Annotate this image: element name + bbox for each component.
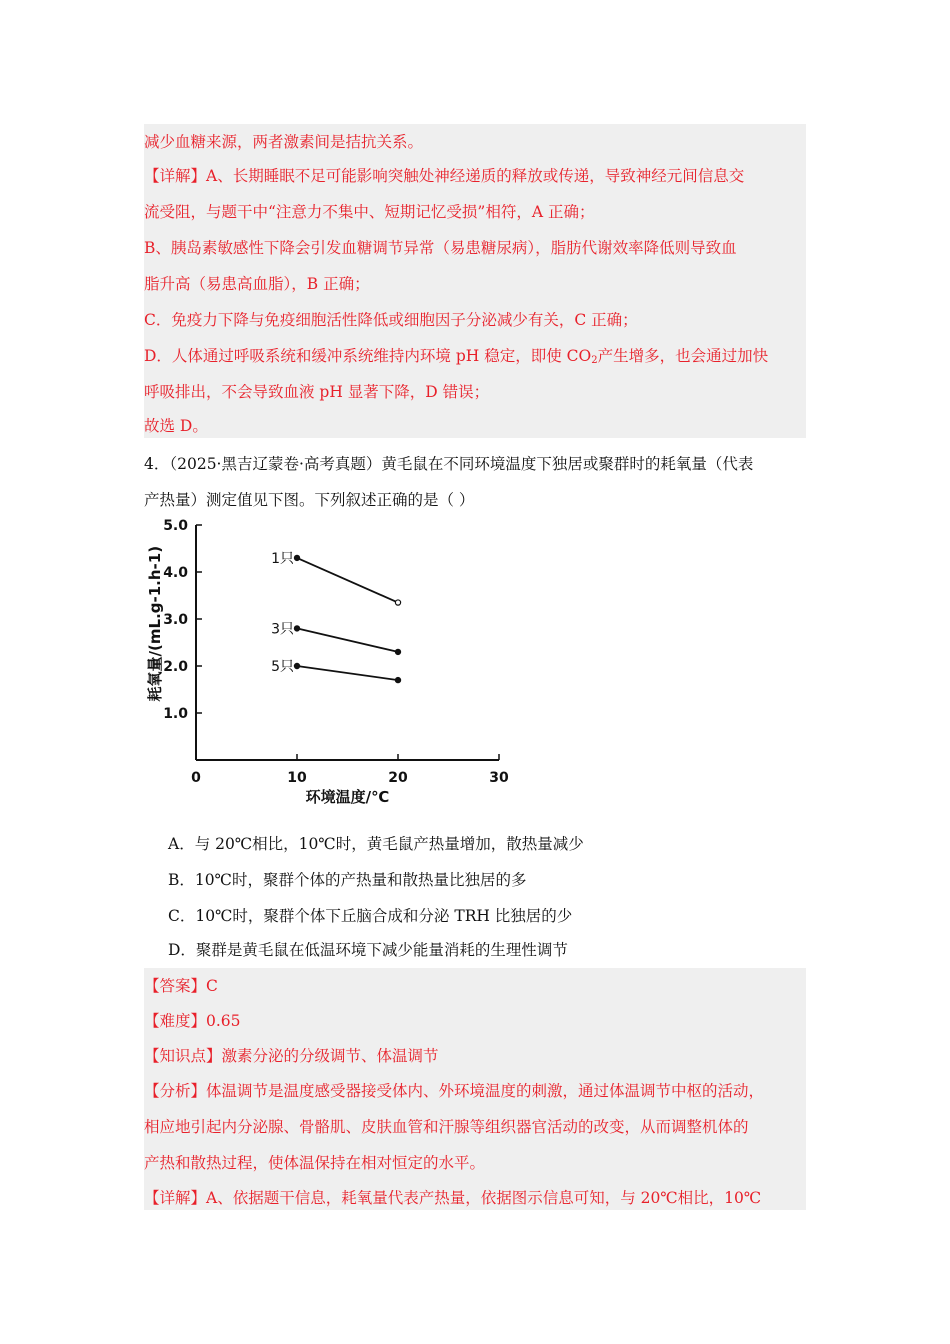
- series-line: [297, 666, 398, 680]
- x-tick-label: 0: [191, 770, 201, 786]
- y-tick-label: 5.0: [163, 518, 188, 534]
- answer-line: B、胰岛素敏感性下降会引发血糖调节异常（易患糖尿病），脂肪代谢效率降低则导致血: [144, 239, 737, 257]
- option-d: D．聚群是黄毛鼠在低温环境下减少能量消耗的生理性调节: [168, 941, 568, 959]
- data-point: [294, 626, 299, 631]
- answer-key: 【答案】C: [144, 977, 218, 995]
- question-line-2: 产热量）测定值见下图。下列叙述正确的是（ ）: [144, 491, 475, 509]
- y-tick-label: 4.0: [163, 565, 188, 581]
- series-line: [297, 628, 398, 652]
- y-tick-label: 2.0: [163, 659, 188, 675]
- y-axis-title: 耗氧量/(mL.g-1.h-1): [146, 545, 164, 702]
- co2-subscript: 2: [591, 355, 598, 366]
- option-c: C．10℃时，聚群个体下丘脑合成和分泌 TRH 比独居的少: [168, 907, 573, 925]
- series-label: 5只: [271, 659, 294, 675]
- difficulty: 【难度】0.65: [144, 1012, 241, 1030]
- series-label: 3只: [271, 621, 294, 638]
- answer-block-2: [144, 968, 806, 1210]
- question-line-1: 4．（2025·黑吉辽蒙卷·高考真题）黄毛鼠在不同环境温度下独居或聚群时的耗氧量（代表: [144, 455, 754, 473]
- series-label: 1只: [271, 550, 294, 567]
- x-tick-label: 10: [287, 770, 307, 786]
- answer-block-1: [144, 124, 806, 438]
- answer-line-d: [144, 344, 768, 366]
- y-tick-label: 1.0: [163, 706, 188, 722]
- data-point: [294, 663, 299, 668]
- x-tick-label: 30: [489, 770, 509, 786]
- data-point: [395, 678, 400, 683]
- answer-line: 呼吸排出，不会导致血液 pH 显著下降，D 错误；: [144, 383, 490, 401]
- answer-line-d-part1: D．人体通过呼吸系统和缓冲系统维持内环境 pH 稳定，即使 CO: [144, 347, 592, 365]
- answer-line: C．免疫力下降与免疫细胞活性降低或细胞因子分泌减少有关，C 正确；: [144, 311, 638, 329]
- answer-line: 故选 D。: [144, 417, 208, 435]
- detail-line: 【详解】A、依据题干信息，耗氧量代表产热量，依据图示信息可知，与 20℃相比，10℃: [144, 1189, 762, 1207]
- analysis-line: 产热和散热过程，使体温保持在相对恒定的水平。: [144, 1154, 486, 1172]
- answer-line-d-part2: 产生增多，也会通过加快: [597, 347, 769, 365]
- answer-line: 减少血糖来源，两者激素间是拮抗关系。: [144, 133, 424, 151]
- answer-line: 流受阻，与题干中“注意力不集中、短期记忆受损”相符，A 正确；: [144, 203, 595, 221]
- analysis-line: 【分析】体温调节是温度感受器接受体内、外环境温度的刺激，通过体温调节中枢的活动，: [144, 1082, 765, 1100]
- data-point: [395, 649, 400, 654]
- option-b: B．10℃时，聚群个体的产热量和散热量比独居的多: [168, 871, 527, 889]
- option-a: A．与 20℃相比，10℃时，黄毛鼠产热量增加，散热量减少: [168, 835, 584, 853]
- answer-line: 【详解】A、长期睡眠不足可能影响突触处神经递质的释放或传递，导致神经元间信息交: [144, 167, 745, 185]
- data-point: [395, 600, 400, 605]
- oxygen-consumption-chart: [130, 515, 510, 805]
- knowledge-points: 【知识点】激素分泌的分级调节、体温调节: [144, 1047, 439, 1065]
- x-axis-title: 环境温度/℃: [305, 788, 390, 805]
- analysis-line: 相应地引起内分泌腺、骨骼肌、皮肤血管和汗腺等组织器官活动的改变，从而调整机体的: [144, 1118, 749, 1136]
- data-point: [294, 555, 299, 560]
- x-tick-label: 20: [388, 770, 408, 786]
- y-tick-label: 3.0: [163, 612, 188, 628]
- series-line: [297, 558, 398, 603]
- answer-line: 脂升高（易患高血脂），B 正确；: [144, 275, 370, 293]
